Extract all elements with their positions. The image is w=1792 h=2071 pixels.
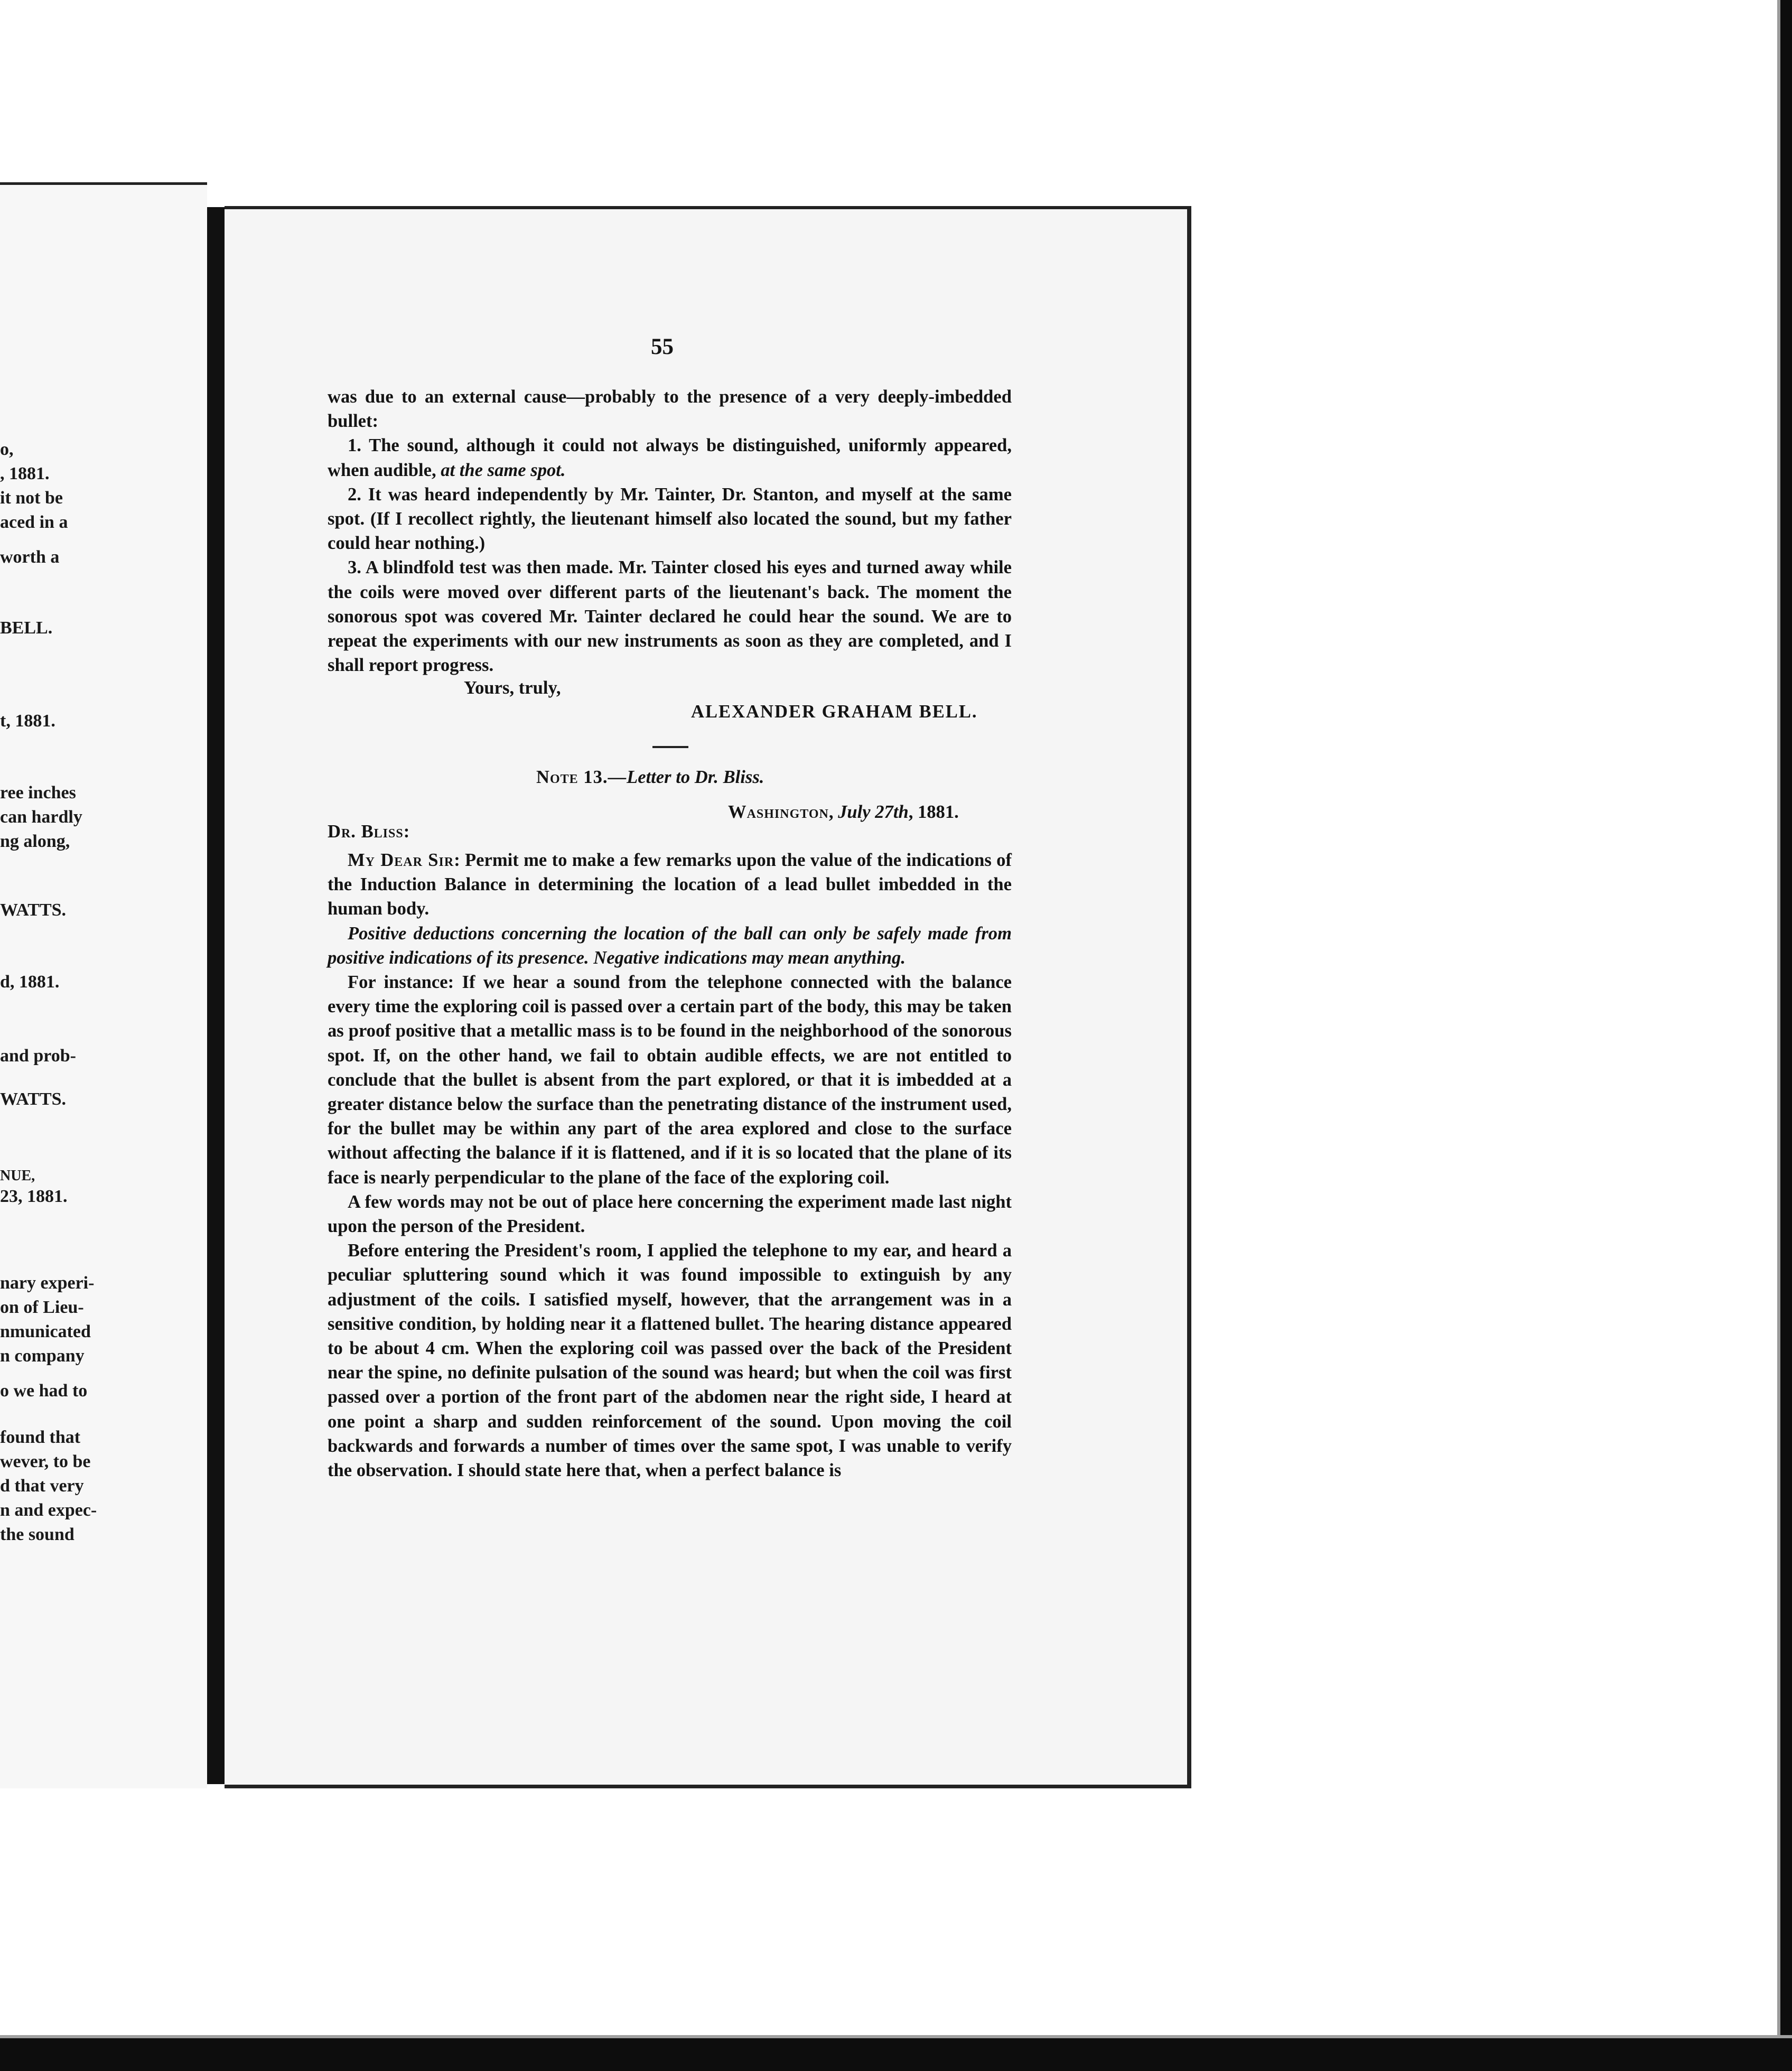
left-page-text: WATTS. [0, 900, 67, 920]
list-item: 3. A blindfold test was then made. Mr. Tainter closed his eyes and turned away while the coils were moved over different parts of the lieutenant's back. The moment the sonorous spot was covered Mr. Tainter declared he could hear the sound. We are to repeat the experiments with our new instruments as soon as they are completed, and I shall report progress. [328, 557, 1012, 676]
dateline: Washington, July 27th, 1881. [728, 802, 959, 822]
salutation: Dr. Bliss: [328, 822, 410, 842]
left-page-text: ng along, [0, 832, 70, 851]
left-page-text: NUE, [0, 1168, 35, 1184]
left-page-text: 23, 1881. [0, 1187, 68, 1206]
page-number: 55 [651, 334, 674, 359]
left-page-text: ree inches [0, 783, 76, 803]
previous-page-fragment [0, 182, 207, 1788]
section-divider [652, 746, 688, 748]
left-page-text: WATTS. [0, 1089, 67, 1109]
left-page-text: found that [0, 1428, 81, 1447]
left-page-text: t, 1881. [0, 711, 55, 731]
body-paragraph: For instance: If we hear a sound from the telephone connected with the balance every time the exploring coil is passed over a certain part of the body, this may be taken as proof positive that a metallic mass is to be found in the neighborhood of the sonorous spot. If, on the other hand, we fail to obtain audible effects, we are not entitled to conclude that the bullet is absent from the part explored, or that it is imbedded at a greater distance below the surface than the penetrating distance of the instrument used, for the bullet may be within any part of the area explored and close to the surface without affecting the balance if it is flattened, and if it is so located that the plane of its face is nearly perpendicular to the plane of the face of the exploring coil. [328, 972, 1012, 1188]
left-page-text: n company [0, 1346, 85, 1366]
left-page-text: , 1881. [0, 464, 50, 483]
left-page-text: can hardly [0, 807, 82, 827]
note-heading: Note 13.—Letter to Dr. Bliss. [536, 767, 764, 787]
body-paragraph-emphasis: Positive deductions concerning the location of the ball can only be safely made from positive indications of its presence. Negative indications may mean anything. [328, 923, 1012, 968]
left-page-text: nary experi- [0, 1273, 95, 1293]
left-page-text: it not be [0, 488, 63, 508]
left-page-text: the sound [0, 1525, 74, 1544]
left-page-text: BELL. [0, 618, 53, 638]
scan-edge [1780, 0, 1792, 2071]
list-item: 2. It was heard independently by Mr. Tainter, Dr. Stanton, and myself at the same spot. (If I recollect rightly, the lieutenant himself also located the sound, but my father could hear nothing.) [328, 484, 1012, 554]
scan-edge [0, 2038, 1792, 2071]
body-paragraph: My Dear Sir: Permit me to make a few remarks upon the value of the indications of the Induction Balance in determining the location of a lead bullet imbedded in the human body. [328, 850, 1012, 919]
letter-body [328, 848, 1012, 1482]
left-page-text: o we had to [0, 1381, 88, 1401]
book-binding-shadow [207, 207, 226, 1784]
left-page-text: n and expec- [0, 1500, 97, 1520]
list-item: 1. The sound, although it could not always be distinguished, uniformly appeared, when audible, at the same spot. [328, 435, 1012, 480]
left-page-text: nmunicated [0, 1322, 91, 1341]
left-page-text: on of Lieu- [0, 1298, 84, 1317]
intro-paragraph: was due to an external cause—probably to the presence of a very deeply-imbedded bullet: [328, 387, 1012, 432]
left-page-text: aced in a [0, 512, 68, 532]
left-page-text: d that very [0, 1476, 84, 1496]
left-page-text: wever, to be [0, 1452, 91, 1471]
left-page-text: d, 1881. [0, 972, 60, 992]
left-page-text: o, [0, 440, 14, 459]
left-page-text: and prob- [0, 1046, 76, 1066]
letter-continuation [328, 385, 1012, 677]
left-page-text: worth a [0, 547, 60, 567]
body-paragraph: A few words may not be out of place here concerning the experiment made last night upon the person of the President. [328, 1191, 1012, 1237]
body-paragraph: Before entering the President's room, I applied the telephone to my ear, and heard a peculiar spluttering sound which it was found impossible to extinguish by any adjustment of the coils. I satisfied myself, however, that the arrangement was in a sensitive condition, by holding near it a flattened bullet. The hearing distance appeared to be about 4 cm. When the exploring coil was passed over the back of the President near the spine, no definite pulsation of the sound was heard; but when the coil was first passed over a portion of the front part of the abdomen near the right side, I heard at one point a sharp and sudden reinforcement of the sound. Upon moving the coil backwards and forwards a number of times over the same spot, I was unable to verify the observation. I should state here that, when a perfect balance is [328, 1240, 1012, 1481]
signature: ALEXANDER GRAHAM BELL. [691, 702, 978, 722]
letter-closing: Yours, truly, [464, 678, 561, 698]
